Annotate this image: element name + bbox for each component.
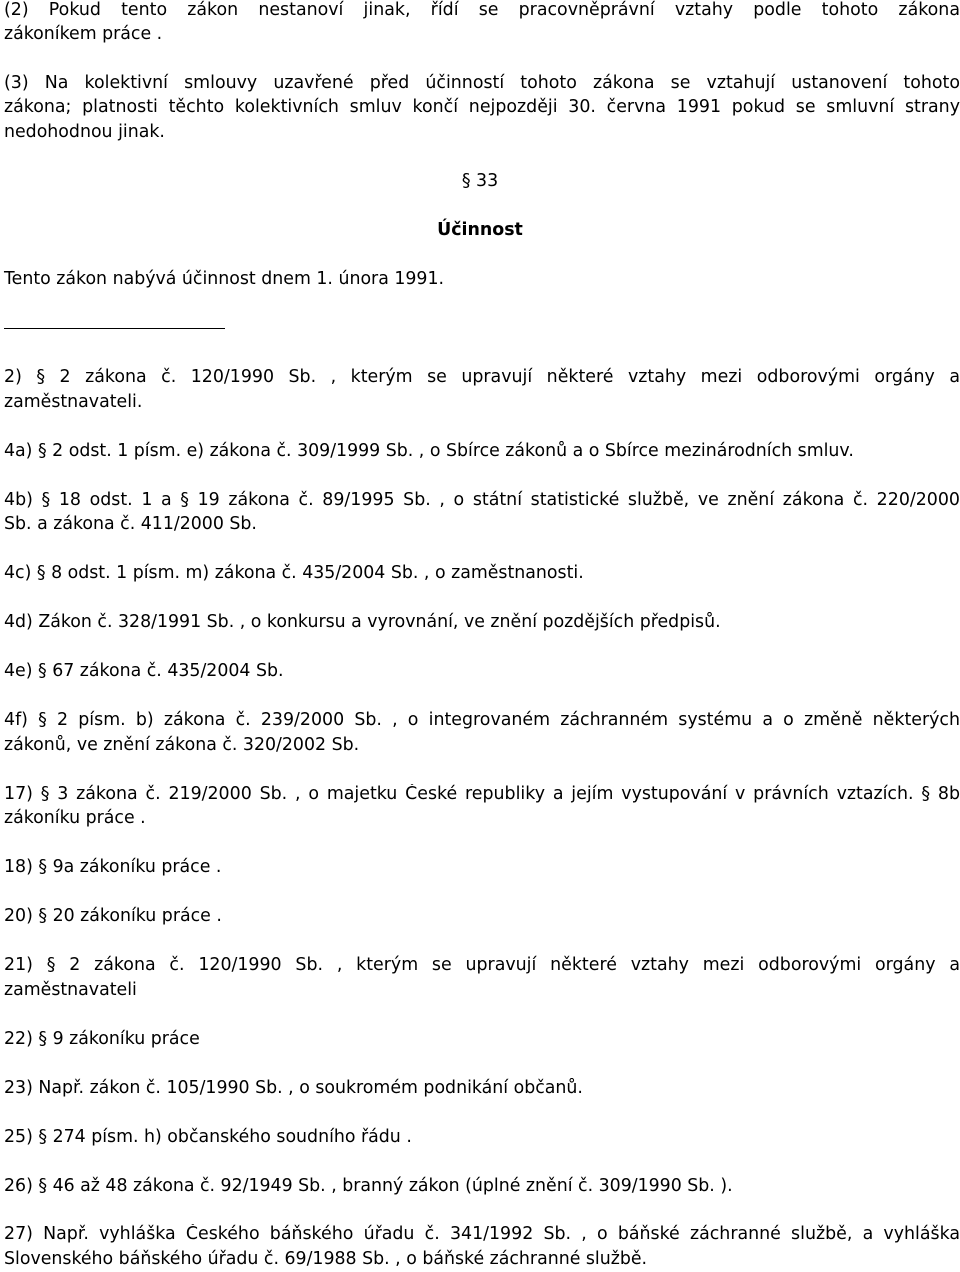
footnote-25: 25) § 274 písm. h) občanského soudního řádu .	[4, 1127, 412, 1147]
footnote-4b-line-2: Sb. a zákona č. 411/2000 Sb.	[4, 514, 257, 534]
footnote-4b-line-1: 4b) § 18 odst. 1 a § 19 zákona č. 89/1995 Sb. , o státní statistické službě, ve znění zákona č. 220/2000	[4, 490, 960, 510]
section-text: Tento zákon nabývá účinnost dnem 1. února 1991.	[4, 269, 445, 289]
footnote-22: 22) § 9 zákoníku práce	[4, 1029, 200, 1049]
footnote-4d: 4d) Zákon č. 328/1991 Sb. , o konkursu a vyrovnání, ve znění pozdějších předpisů.	[4, 612, 721, 632]
paragraph-2-line-2: zákoníkem práce .	[4, 24, 163, 44]
footnote-17-line-2: zákoníku práce .	[4, 808, 146, 828]
paragraph-3-line-3: nedohodnou jinak.	[4, 122, 165, 142]
footnote-18: 18) § 9a zákoníku práce .	[4, 857, 222, 877]
section-title: Účinnost	[437, 220, 523, 240]
footnote-2-line-2: zaměstnavateli.	[4, 392, 143, 412]
paragraph-3-line-1: (3) Na kolektivní smlouvy uzavřené před účinností tohoto zákona se vztahují ustanovení tohoto	[4, 73, 960, 93]
footnote-2-line-1: 2) § 2 zákona č. 120/1990 Sb. , kterým se upravují některé vztahy mezi odborovými orgány a	[4, 367, 960, 387]
footnote-21-line-1: 21) § 2 zákona č. 120/1990 Sb. , kterým se upravují některé vztahy mezi odborovými orgány a	[4, 955, 960, 975]
footnote-21-line-2: zaměstnavateli	[4, 980, 137, 1000]
footnote-4a: 4a) § 2 odst. 1 písm. e) zákona č. 309/1999 Sb. , o Sbírce zákonů a o Sbírce mezinárodních smluv.	[4, 441, 854, 461]
footnote-27-line-1: 27) Např. vyhláška Českého báňského úřadu č. 341/1992 Sb. , o báňské záchranné službě, a vyhláška	[4, 1224, 960, 1244]
footnote-26: 26) § 46 až 48 zákona č. 92/1949 Sb. , branný zákon (úplné znění č. 309/1990 Sb. ).	[4, 1176, 733, 1196]
footnote-4f-line-1: 4f) § 2 písm. b) zákona č. 239/2000 Sb. , o integrovaném záchranném systému a o změně některých	[4, 710, 960, 730]
footnote-20: 20) § 20 zákoníku práce .	[4, 906, 222, 926]
paragraph-2-line-1: (2) Pokud tento zákon nestanoví jinak, řídí se pracovněprávní vztahy podle tohoto zákona	[4, 0, 960, 20]
paragraph-3-line-2: zákona; platnosti těchto kolektivních smluv končí nejpozději 30. června 1991 pokud se smluvní strany	[4, 97, 960, 117]
section-number: § 33	[461, 171, 499, 191]
footnote-4f-line-2: zákonů, ve znění zákona č. 320/2002 Sb.	[4, 735, 360, 755]
footnote-4e: 4e) § 67 zákona č. 435/2004 Sb.	[4, 661, 284, 681]
footnote-27-line-2: Slovenského báňského úřadu č. 69/1988 Sb. , o báňské záchranné službě.	[4, 1249, 648, 1269]
footnote-23: 23) Např. zákon č. 105/1990 Sb. , o soukromém podnikání občanů.	[4, 1078, 583, 1098]
footnote-4c: 4c) § 8 odst. 1 písm. m) zákona č. 435/2004 Sb. , o zaměstnanosti.	[4, 563, 584, 583]
footnote-separator	[4, 328, 225, 329]
footnote-17-line-1: 17) § 3 zákona č. 219/2000 Sb. , o majetku České republiky a jejím vystupování v právních vztazích. § 8b	[4, 784, 960, 804]
